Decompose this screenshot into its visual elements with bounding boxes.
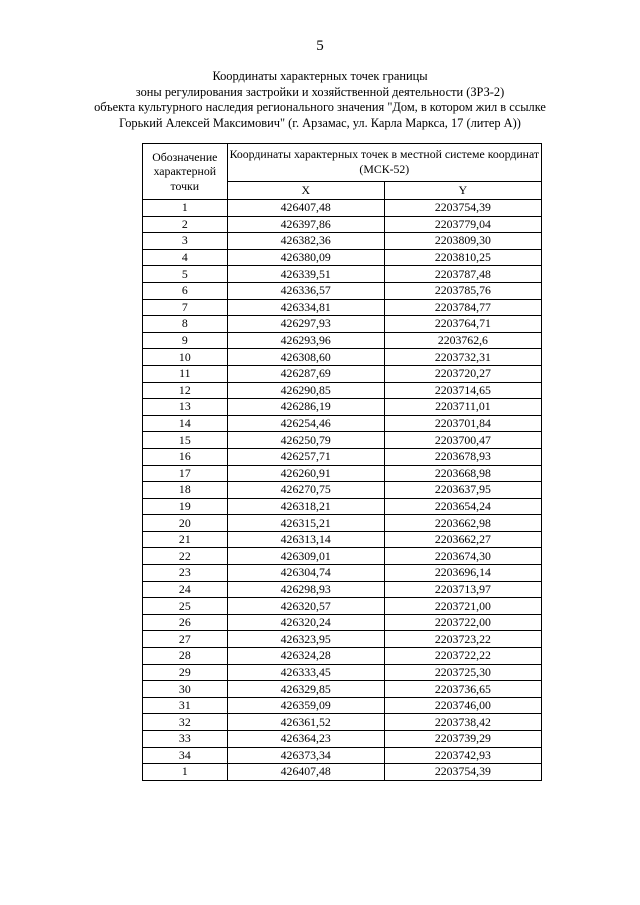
- point-number-cell: 15: [143, 432, 228, 449]
- point-number-cell: 28: [143, 648, 228, 665]
- title-line: зоны регулирования застройки и хозяйственной деятельности (ЗРЗ-2): [135, 84, 505, 99]
- table-row: [143, 249, 542, 266]
- x-coordinate-cell: 426324,28: [227, 648, 384, 665]
- y-coordinate-cell: 2203662,27: [384, 531, 541, 548]
- table-row: [143, 266, 542, 283]
- point-number-cell: 20: [143, 515, 228, 532]
- y-coordinate-cell: 2203732,31: [384, 349, 541, 366]
- x-coordinate-cell: 426373,34: [227, 747, 384, 764]
- x-coordinate-cell: 426336,57: [227, 282, 384, 299]
- x-coordinate-cell: 426397,86: [227, 216, 384, 233]
- point-number-cell: 25: [143, 598, 228, 615]
- x-coordinate-cell: 426315,21: [227, 515, 384, 532]
- y-coordinate-cell: 2203654,24: [384, 498, 541, 515]
- point-number-cell: 12: [143, 382, 228, 399]
- point-number-cell: 27: [143, 631, 228, 648]
- y-coordinate-cell: 2203700,47: [384, 432, 541, 449]
- y-coordinate-cell: 2203674,30: [384, 548, 541, 565]
- point-number-cell: 21: [143, 531, 228, 548]
- point-number-cell: 1: [143, 764, 228, 781]
- y-coordinate-cell: 2203678,93: [384, 448, 541, 465]
- x-coordinate-cell: 426286,19: [227, 399, 384, 416]
- table-row: [143, 200, 542, 217]
- point-number-cell: 16: [143, 448, 228, 465]
- y-coordinate-cell: 2203787,48: [384, 266, 541, 283]
- table-row: [143, 565, 542, 582]
- table-row: [143, 581, 542, 598]
- table-row: [143, 299, 542, 316]
- table-row: [143, 382, 542, 399]
- y-coordinate-cell: 2203742,93: [384, 747, 541, 764]
- header-point-designation: Обозначение характерной точки: [143, 144, 228, 200]
- y-coordinate-cell: 2203637,95: [384, 482, 541, 499]
- x-coordinate-cell: 426329,85: [227, 681, 384, 698]
- point-number-cell: 10: [143, 349, 228, 366]
- y-coordinate-cell: 2203725,30: [384, 664, 541, 681]
- title-line: объекта культурного наследия регионального значения "Дом, в котором жил в ссылке: [94, 100, 546, 115]
- point-number-cell: 7: [143, 299, 228, 316]
- x-coordinate-cell: 426407,48: [227, 764, 384, 781]
- table-row: [143, 697, 542, 714]
- table-row: [143, 548, 542, 565]
- y-coordinate-cell: 2203784,77: [384, 299, 541, 316]
- header-y: Y: [384, 181, 541, 199]
- y-coordinate-cell: 2203754,39: [384, 764, 541, 781]
- x-coordinate-cell: 426254,46: [227, 415, 384, 432]
- x-coordinate-cell: 426333,45: [227, 664, 384, 681]
- coordinates-table: [142, 143, 542, 781]
- y-coordinate-cell: 2203764,71: [384, 316, 541, 333]
- y-coordinate-cell: 2203721,00: [384, 598, 541, 615]
- y-coordinate-cell: 2203722,00: [384, 614, 541, 631]
- x-coordinate-cell: 426304,74: [227, 565, 384, 582]
- x-coordinate-cell: 426313,14: [227, 531, 384, 548]
- y-coordinate-cell: 2203720,27: [384, 365, 541, 382]
- point-number-cell: 4: [143, 249, 228, 266]
- table-row: [143, 681, 542, 698]
- point-number-cell: 2: [143, 216, 228, 233]
- x-coordinate-cell: 426334,81: [227, 299, 384, 316]
- point-number-cell: 5: [143, 266, 228, 283]
- y-coordinate-cell: 2203762,6: [384, 332, 541, 349]
- table-row: [143, 747, 542, 764]
- document-title: [70, 69, 570, 131]
- point-number-cell: 33: [143, 731, 228, 748]
- point-number-cell: 24: [143, 581, 228, 598]
- y-coordinate-cell: 2203701,84: [384, 415, 541, 432]
- x-coordinate-cell: 426361,52: [227, 714, 384, 731]
- table-row: [143, 415, 542, 432]
- point-number-cell: 13: [143, 399, 228, 416]
- x-coordinate-cell: 426293,96: [227, 332, 384, 349]
- y-coordinate-cell: 2203785,76: [384, 282, 541, 299]
- x-coordinate-cell: 426359,09: [227, 697, 384, 714]
- table-row: [143, 332, 542, 349]
- point-number-cell: 30: [143, 681, 228, 698]
- header-coordinates: Координаты характерных точек в местной системе координат (МСК-52): [227, 144, 541, 182]
- x-coordinate-cell: 426364,23: [227, 731, 384, 748]
- table-row: [143, 448, 542, 465]
- point-number-cell: 31: [143, 697, 228, 714]
- table-row: [143, 631, 542, 648]
- x-coordinate-cell: 426318,21: [227, 498, 384, 515]
- point-number-cell: 1: [143, 200, 228, 217]
- x-coordinate-cell: 426382,36: [227, 233, 384, 250]
- table-body: [143, 200, 542, 781]
- x-coordinate-cell: 426407,48: [227, 200, 384, 217]
- table-row: [143, 233, 542, 250]
- y-coordinate-cell: 2203713,97: [384, 581, 541, 598]
- y-coordinate-cell: 2203746,00: [384, 697, 541, 714]
- point-number-cell: 3: [143, 233, 228, 250]
- point-number-cell: 14: [143, 415, 228, 432]
- table-row: [143, 432, 542, 449]
- y-coordinate-cell: 2203754,39: [384, 200, 541, 217]
- point-number-cell: 23: [143, 565, 228, 582]
- table-row: [143, 664, 542, 681]
- y-coordinate-cell: 2203736,65: [384, 681, 541, 698]
- table-row: [143, 482, 542, 499]
- y-coordinate-cell: 2203662,98: [384, 515, 541, 532]
- x-coordinate-cell: 426250,79: [227, 432, 384, 449]
- y-coordinate-cell: 2203779,04: [384, 216, 541, 233]
- point-number-cell: 26: [143, 614, 228, 631]
- y-coordinate-cell: 2203738,42: [384, 714, 541, 731]
- point-number-cell: 8: [143, 316, 228, 333]
- y-coordinate-cell: 2203696,14: [384, 565, 541, 582]
- table-row: [143, 365, 542, 382]
- x-coordinate-cell: 426323,95: [227, 631, 384, 648]
- point-number-cell: 18: [143, 482, 228, 499]
- point-number-cell: 9: [143, 332, 228, 349]
- table-row: [143, 316, 542, 333]
- point-number-cell: 29: [143, 664, 228, 681]
- table-row: [143, 614, 542, 631]
- table-row: [143, 216, 542, 233]
- x-coordinate-cell: 426290,85: [227, 382, 384, 399]
- table-row: [143, 531, 542, 548]
- table-row: [143, 648, 542, 665]
- y-coordinate-cell: 2203739,29: [384, 731, 541, 748]
- point-number-cell: 11: [143, 365, 228, 382]
- header-x: X: [227, 181, 384, 199]
- title-line: Горький Алексей Максимович" (г. Арзамас, ул. Карла Маркса, 17 (литер А)): [119, 115, 521, 130]
- point-number-cell: 22: [143, 548, 228, 565]
- page-number: 5: [316, 38, 324, 54]
- table-row: [143, 498, 542, 515]
- y-coordinate-cell: 2203810,25: [384, 249, 541, 266]
- x-coordinate-cell: 426320,24: [227, 614, 384, 631]
- y-coordinate-cell: 2203723,22: [384, 631, 541, 648]
- y-coordinate-cell: 2203809,30: [384, 233, 541, 250]
- point-number-cell: 17: [143, 465, 228, 482]
- table-row: [143, 465, 542, 482]
- x-coordinate-cell: 426309,01: [227, 548, 384, 565]
- y-coordinate-cell: 2203711,01: [384, 399, 541, 416]
- x-coordinate-cell: 426320,57: [227, 598, 384, 615]
- x-coordinate-cell: 426270,75: [227, 482, 384, 499]
- point-number-cell: 34: [143, 747, 228, 764]
- table-row: [143, 764, 542, 781]
- x-coordinate-cell: 426260,91: [227, 465, 384, 482]
- x-coordinate-cell: 426297,93: [227, 316, 384, 333]
- point-number-cell: 6: [143, 282, 228, 299]
- table-row: [143, 399, 542, 416]
- y-coordinate-cell: 2203714,65: [384, 382, 541, 399]
- table-row: [143, 714, 542, 731]
- x-coordinate-cell: 426298,93: [227, 581, 384, 598]
- x-coordinate-cell: 426257,71: [227, 448, 384, 465]
- table-row: [143, 282, 542, 299]
- table-row: [143, 731, 542, 748]
- x-coordinate-cell: 426380,09: [227, 249, 384, 266]
- point-number-cell: 19: [143, 498, 228, 515]
- point-number-cell: 32: [143, 714, 228, 731]
- x-coordinate-cell: 426287,69: [227, 365, 384, 382]
- y-coordinate-cell: 2203722,22: [384, 648, 541, 665]
- x-coordinate-cell: 426308,60: [227, 349, 384, 366]
- y-coordinate-cell: 2203668,98: [384, 465, 541, 482]
- x-coordinate-cell: 426339,51: [227, 266, 384, 283]
- table-row: [143, 598, 542, 615]
- title-line: Координаты характерных точек границы: [212, 69, 428, 83]
- table-row: [143, 515, 542, 532]
- table-row: [143, 349, 542, 366]
